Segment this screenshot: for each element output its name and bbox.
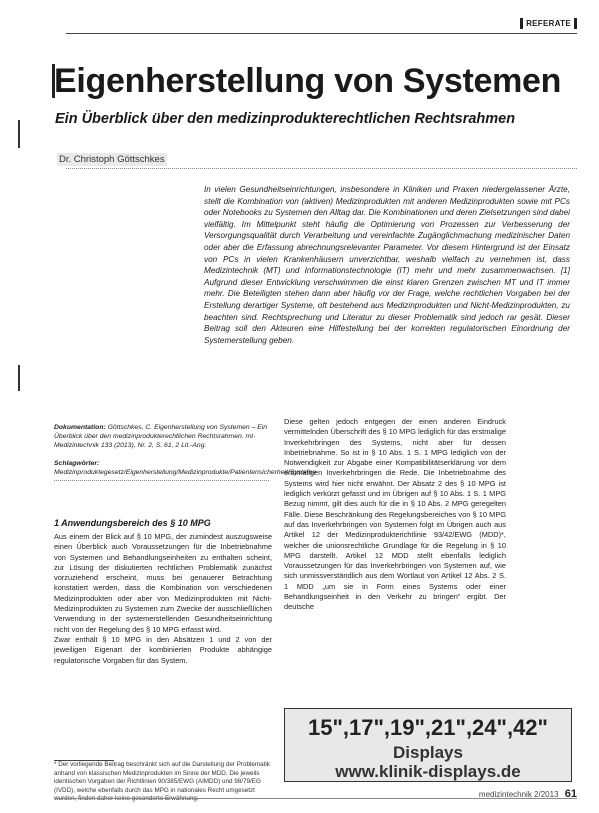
abstract-paragraph: In vielen Gesundheitseinrichtungen, insbesondere in Kliniken und Praxen niedergelassener Ärzte, stellt die Kombination von (aktiven) Medizinprodukten mit anderen Medizinprodukten sowie mit PCs oder Notebooks zu Systemen den Alltag dar. Die Kombinationen und deren Zielsetzungen sind dabei vielfältig. Im Mittelpunkt steht häufig die Optimierung von Prozessen zur Verbesserung der Versorgungsqualität durch Verarbeitung und vereinfachte Zugänglichmachung medizinischer Daten oder aber die Erfassung abrechnungsrelevanter Parameter. Vor diesem Hintergrund ist der Einsatz von PCs in vielen Krankenhäusern unverzichtbar, weshalb vielfach zu vernehmen ist, dass Medizintechnik (MT) und Informationstechnologie (IT) mehr und mehr zusammenwachsen. [1] Aufgrund dieser Entwicklung verschwimmen die einst klaren Grenzen zwischen MT und IT immer mehr. Die Beteiligten stehen dann aber häufig vor der Frage, welche rechtlichen Vorgaben bei der Erstellung derartiger Systeme, oft bestehend aus Medizinprodukten und Nicht-Medizinprodukten, zu beachten sind. Rechtsprechung und Literatur zu dieser Problematik sind jedoch rar gesät. Dieser Beitrag soll den Akteuren eine Hilfestellung bei der korrekten regulatorischen Einordnung der Systemerstellung geben. — [204, 185, 570, 345]
byline-rule — [66, 168, 577, 169]
body-text-left-column: Aus einem der Blick auf § 10 MPG, der zumindest auszugsweise einen Überblick auch Voraussetzungen für die Inbetriebnahme von Systemen und Behandlungseinheiten zu enthalten scheint, zur Lösung der diskutierten rechtlichen Problematik zunächst vorzuziehend erscheint, muss bei genauerer Betrachtung konstatiert werden, dass die Kombination von verschiedenen Medizinprodukten oder aber von Medizinprodukten mit Nicht-Medizinprodukten zu Systemen zum Zwecke der ausschließlichen Verwendung in der systemerstellenden Gesundheitseinrichtung nicht von der Regelung des § 10 MPG erfasst wird. Zwar enthält § 10 MPG in den Absätzen 1 und 2 von der jeweiligen Eigenart der kombinierten Produkte abhängige regulatorische Vorgaben für das System. — [54, 532, 272, 665]
section-heading: 1 Anwendungsbereich des § 10 MPG — [54, 518, 211, 528]
documentation-label: Dokumentation: — [54, 424, 106, 431]
author-byline: Dr. Christoph Göttschkes — [59, 154, 165, 165]
margin-mark — [18, 120, 20, 148]
keywords-block — [54, 459, 317, 477]
footnote: * Der vorliegende Beitrag beschränkt sich auf die Darstellung der Problematik anhand von klassischen Medizinprodukten im Sinne der MDD. Die jeweils identischen Vorgaben der Richtlinien 90/385/EWG (AIMDD) und 98/79/EG (IVDD), welche ebenfalls durch das MPG in nationales Recht umgesetzt wurden, finden daher keine gesonderte Erwähnung. — [54, 761, 270, 803]
article-title: Eigenherstellung von Systemen — [54, 62, 562, 100]
documentation-block — [54, 423, 269, 450]
ad-display-sizes: 15",17",19",21",24",42" — [308, 715, 548, 740]
advertisement-box[interactable] — [284, 708, 572, 782]
section-tag: REFERATE — [520, 18, 577, 29]
header-rule — [66, 33, 577, 34]
margin-mark — [18, 365, 20, 391]
keywords-text: Medizinproduktegesetz/Eigenherstellung/Medizinprodukte/Patientensicherheit/Systeme — [54, 469, 317, 476]
documentation-text: Göttschkes, C. Eigenherstellung von Systemen – Ein Überblick über den medizinprodukterechtlichen Rechtsrahmen. mt-Medizintechnik 133 (2013), Nr. 2, S. 61, 2 Lit.-Ang. — [54, 424, 268, 449]
ad-label: Displays — [393, 743, 463, 762]
article-subtitle: Ein Überblick über den medizinprodukterechtlichen Rechtsrahmen — [55, 111, 516, 127]
page-number: 61 — [564, 788, 577, 800]
body-text-right-column: Diese gelten jedoch entgegen der einen anderen Eindruck vermittelnden Überschrift des § 10 MPG lediglich für das erstmalige Inverkehrbringen des Systems, nicht aber für dessen Inbetriebnahme. So ist in § 10 Abs. 1 S. 1 MPG lediglich von der Notwendigkeit zur Abgabe einer Kompatibilitätserklärung vor dem erstmaligen Inverkehrbringen die Rede. Die Inbetriebnahme des Systems wird hier nicht erwähnt. Der Absatz 2 des § 10 MPG ist lediglich verkürzt gefasst und im Übrigen auf § 10 Abs. 1 S. 1 MPG Bezug nimmt, gilt dies auch für die in § 10 Abs. 2 MPG geregelten Fälle. Diese Beschränkung des Regelungsbereiches von § 10 MPG auf das Inverkehrbringen von Systemen folgt im Übrigen auch aus Artikel 12 der Medizinprodukterichtlinie 93/42/EWG (MDD)*, welcher die unionsrechtliche Grundlage für die Regelung in § 10 MPG darstellt. Artikel 12 MDD stellt ebenfalls lediglich Voraussetzungen für das Inverkehrbringen von Systemen auf, wie sich unmissverständlich aus dem Wortlaut von Artikel 12 Abs. 2 S. 1 MDD „um sie in Form eines Systems oder einer Behandlungseinheit in den Verkehr zu bringen“ ergibt. Der deutsche — [284, 417, 506, 612]
keywords-label: Schlagwörter: — [54, 460, 100, 467]
page-footer — [479, 788, 577, 800]
journal-issue: medizintechnik 2/2013 — [478, 790, 559, 799]
keywords-rule — [54, 480, 269, 481]
ad-url-link[interactable]: www.klinik-displays.de — [335, 762, 521, 781]
